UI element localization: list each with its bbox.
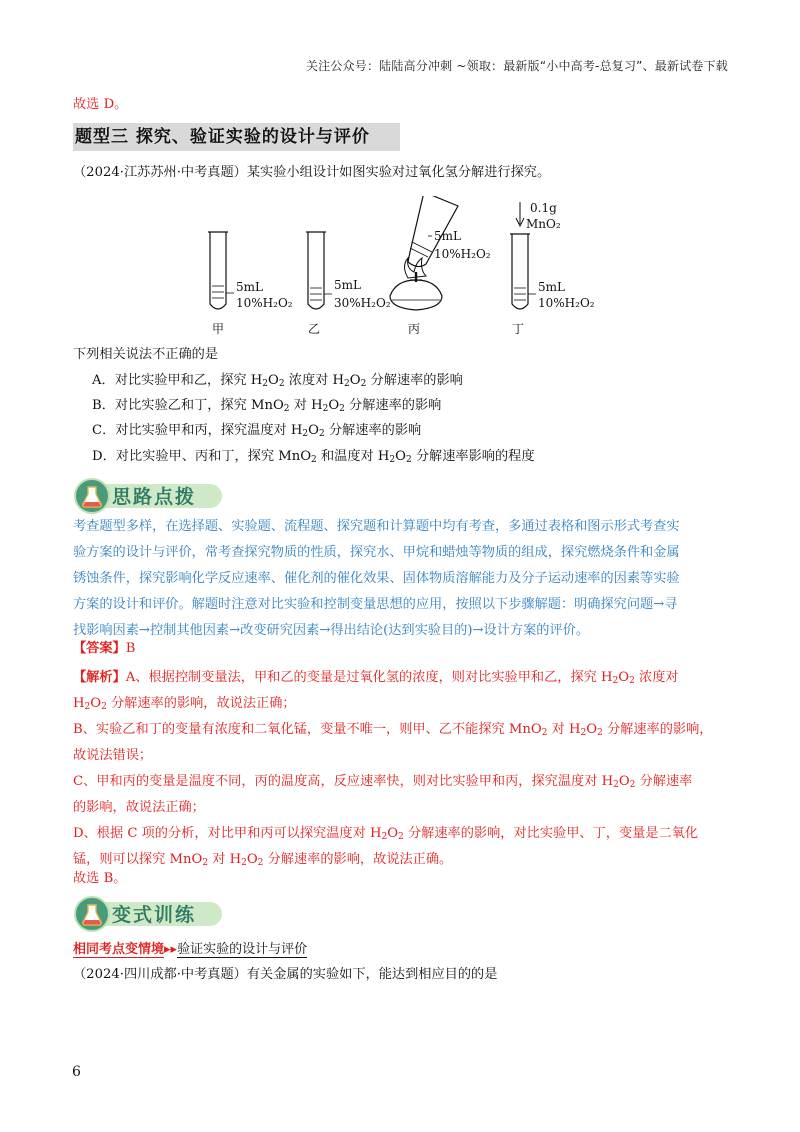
banner-title: 变式训练 bbox=[112, 904, 197, 926]
explanation-text: 锰，则可以探究 MnO bbox=[73, 852, 203, 867]
tube-ding-additive-amount: 0.1g bbox=[530, 201, 557, 215]
tube-bing-volume: 5mL bbox=[434, 229, 461, 243]
subscript: 2 bbox=[629, 676, 635, 686]
practice-banner bbox=[74, 896, 244, 930]
question-prompt: 下列相关说法不正确的是 bbox=[73, 347, 219, 362]
option-b[interactable] bbox=[92, 397, 441, 415]
subscript: 2 bbox=[381, 832, 388, 842]
explanation-line bbox=[73, 769, 713, 795]
analysis-line: 找影响因素→控制其他因素→改变研究因素→得出结论(达到实验目的)→设计方案的评价。 bbox=[73, 623, 590, 638]
explanation-text: 分解速率的影响，对比实验甲、丁，变量是二氧化 bbox=[403, 826, 699, 841]
variant-topic: 验证实验的设计与评价 bbox=[177, 942, 308, 957]
final-answer: 故选 B。 bbox=[73, 871, 127, 886]
page-number: 6 bbox=[72, 1064, 81, 1080]
tube-ding-label: 丁 bbox=[512, 322, 525, 336]
option-text: O bbox=[268, 373, 279, 388]
subscript: 2 bbox=[101, 702, 107, 712]
tube-jia-conc: 10%H₂O₂ bbox=[236, 296, 293, 310]
explanation-text: 浓度对 bbox=[634, 670, 679, 685]
tube-ding-volume: 5mL bbox=[538, 280, 565, 294]
double-arrow-icon: ▸▸ bbox=[164, 942, 178, 957]
subscript: 2 bbox=[398, 832, 404, 842]
explanation-text: 分解速率 bbox=[635, 774, 693, 789]
analysis-line: 考查题型多样，在选择题、实验题、流程题、探究题和计算题中均有考查，多通过表格和图示形式考查实 bbox=[73, 519, 680, 534]
explanation-text: O bbox=[618, 774, 630, 789]
tube-jia bbox=[208, 232, 293, 336]
tube-bing-conc: 10%H₂O₂ bbox=[434, 247, 491, 261]
analysis-block bbox=[73, 514, 680, 644]
subscript: 2 bbox=[311, 455, 317, 465]
subscript: 2 bbox=[389, 455, 396, 465]
subscript: 2 bbox=[612, 676, 619, 686]
analysis-line: 方案的设计和评价。解题时注意对比实验和控制变量思想的应用，按照以下步骤解题：明确探究问题→寻 bbox=[73, 597, 678, 612]
tube-yi-conc: 30%H₂O₂ bbox=[334, 296, 391, 310]
subscript: 2 bbox=[405, 455, 412, 465]
explanation-text: H bbox=[73, 696, 85, 711]
subscript: 2 bbox=[580, 728, 587, 738]
tube-yi bbox=[306, 232, 391, 336]
answer-value: B bbox=[125, 641, 136, 656]
explanation-text: O bbox=[90, 696, 102, 711]
subscript: 2 bbox=[344, 379, 350, 389]
explanation-text: O bbox=[387, 826, 399, 841]
explanation-text: C、甲和丙的变量是温度不同，丙的温度高，反应速率快，则对比实验甲和丙，探究温度对 H bbox=[73, 774, 614, 789]
tube-ding-additive: MnO₂ bbox=[526, 217, 561, 231]
experiment-figure bbox=[196, 196, 616, 346]
explanation-text: 对 H bbox=[208, 852, 242, 867]
explanation-line bbox=[73, 847, 713, 873]
banner-title: 思路点拨 bbox=[112, 486, 197, 508]
subscript: 2 bbox=[613, 780, 619, 790]
tube-jia-volume: 5mL bbox=[236, 280, 263, 294]
option-letter: A． bbox=[92, 373, 115, 388]
option-text: 对比实验乙和丁，探究 MnO bbox=[114, 398, 284, 413]
explanation-text: 分解速率的影响， bbox=[602, 722, 713, 737]
explanation-bracket: 【解析】 bbox=[73, 670, 126, 685]
subscript: 2 bbox=[360, 379, 367, 389]
option-d[interactable] bbox=[92, 448, 535, 466]
explanation-text: A、根据控制变量法，甲和乙的变量是过氧化氢的浓度，则对比实验甲和乙，探究 H bbox=[125, 670, 613, 685]
subscript: 2 bbox=[322, 404, 329, 414]
option-text: 分解速率的影响 bbox=[344, 398, 442, 413]
variant-tag-line bbox=[73, 938, 307, 957]
subscript: 2 bbox=[629, 780, 636, 790]
page-header: 关注公众号：陆陆高分冲刺 ~领取：最新版“小中高考-总复习”、最新试卷下载 bbox=[305, 59, 728, 73]
flask-icon bbox=[74, 896, 110, 932]
option-letter: C． bbox=[92, 423, 116, 438]
option-text: O bbox=[308, 423, 319, 438]
subscript: 2 bbox=[262, 379, 269, 389]
option-text: 分解速率的影响 bbox=[366, 373, 463, 388]
explanation-text: O bbox=[618, 670, 630, 685]
question-source: （2024·江苏苏州·中考真题）某实验小组设计如图实验对过氧化氢分解进行探究。 bbox=[73, 165, 551, 180]
option-text: 分解速率的影响 bbox=[324, 423, 422, 438]
tube-ding bbox=[510, 201, 595, 336]
subscript: 2 bbox=[241, 858, 247, 868]
tube-bing-label: 丙 bbox=[408, 322, 421, 336]
explanation-line bbox=[73, 691, 713, 717]
explanation-text: 对 H bbox=[547, 722, 581, 737]
explanation-line: 故说法错误； bbox=[73, 748, 153, 763]
subscript: 2 bbox=[202, 858, 209, 868]
option-text: 对 H bbox=[289, 398, 323, 413]
option-text: 和温度对 H bbox=[316, 449, 390, 464]
explanation-text: 分解速率的影响，故说法正确。 bbox=[263, 852, 453, 867]
section-title: 题型三 探究、验证实验的设计与评价 bbox=[75, 127, 370, 147]
tube-yi-label: 乙 bbox=[308, 322, 321, 336]
option-text: 浓度对 H bbox=[284, 373, 345, 388]
analysis-line: 验方案的设计与评价，常考查探究物质的性质，探究水、甲烷和蜡烛等物质的组成，探究燃烧条件和金属 bbox=[73, 545, 680, 560]
explanation-text: D、根据 C 项的分析，对比甲和丙可以探究温度对 H bbox=[73, 826, 382, 841]
explanation-line bbox=[73, 717, 713, 743]
option-text: 对比实验甲、丙和丁，探究 MnO bbox=[115, 449, 312, 464]
tips-banner bbox=[74, 478, 244, 512]
option-c[interactable] bbox=[92, 422, 421, 440]
option-letter: B． bbox=[92, 398, 115, 413]
subscript: 2 bbox=[84, 702, 91, 712]
explanation-line: 的影响，故说法正确； bbox=[73, 800, 205, 815]
option-text: 对比实验甲和丙，探究温度对 H bbox=[115, 423, 303, 438]
flask-icon bbox=[74, 478, 110, 514]
option-text: 分解速率影响的程度 bbox=[411, 449, 535, 464]
subscript: 2 bbox=[257, 858, 264, 868]
option-a[interactable] bbox=[92, 372, 463, 390]
subscript: 2 bbox=[318, 429, 325, 439]
tube-bing bbox=[390, 196, 491, 336]
variant-source: （2024·四川成都·中考真题）有关金属的实验如下，能达到相应目的的是 bbox=[73, 967, 498, 982]
explanation-text: O bbox=[246, 852, 258, 867]
section-title-bar bbox=[73, 123, 400, 151]
variant-tag: 相同考点变情境 bbox=[73, 942, 165, 957]
explanation-line bbox=[73, 821, 713, 847]
top-answer: 故选 D。 bbox=[73, 97, 128, 112]
option-text: 对比实验甲和乙，探究 H bbox=[114, 373, 263, 388]
explanation-text: B、实验乙和丁的变量有浓度和二氧化锰，变量不唯一，则甲、乙不能探究 MnO bbox=[73, 722, 542, 737]
subscript: 2 bbox=[302, 429, 309, 439]
explanation-line bbox=[73, 665, 713, 691]
subscript: 2 bbox=[597, 728, 603, 738]
tube-jia-label: 甲 bbox=[212, 322, 225, 336]
answer-line bbox=[73, 640, 135, 658]
explanation-text: O bbox=[586, 722, 598, 737]
subscript: 2 bbox=[541, 728, 548, 738]
explanation-block bbox=[73, 665, 713, 873]
tube-yi-volume: 5mL bbox=[334, 278, 361, 292]
explanation-text: 分解速率的影响，故说法正确； bbox=[106, 696, 296, 711]
option-text: O bbox=[349, 373, 361, 388]
option-text: O bbox=[328, 398, 340, 413]
option-letter: D． bbox=[92, 449, 116, 464]
analysis-line: 锈蚀条件，探究影响化学反应速率、催化剂的催化效果、固体物质溶解能力及分子运动速率的因素等实验 bbox=[73, 571, 680, 586]
tube-ding-conc: 10%H₂O₂ bbox=[538, 296, 595, 310]
answer-bracket: 【答案】 bbox=[73, 641, 126, 656]
option-text: O bbox=[395, 449, 406, 464]
subscript: 2 bbox=[278, 379, 285, 389]
subscript: 2 bbox=[283, 404, 290, 414]
subscript: 2 bbox=[339, 404, 345, 414]
